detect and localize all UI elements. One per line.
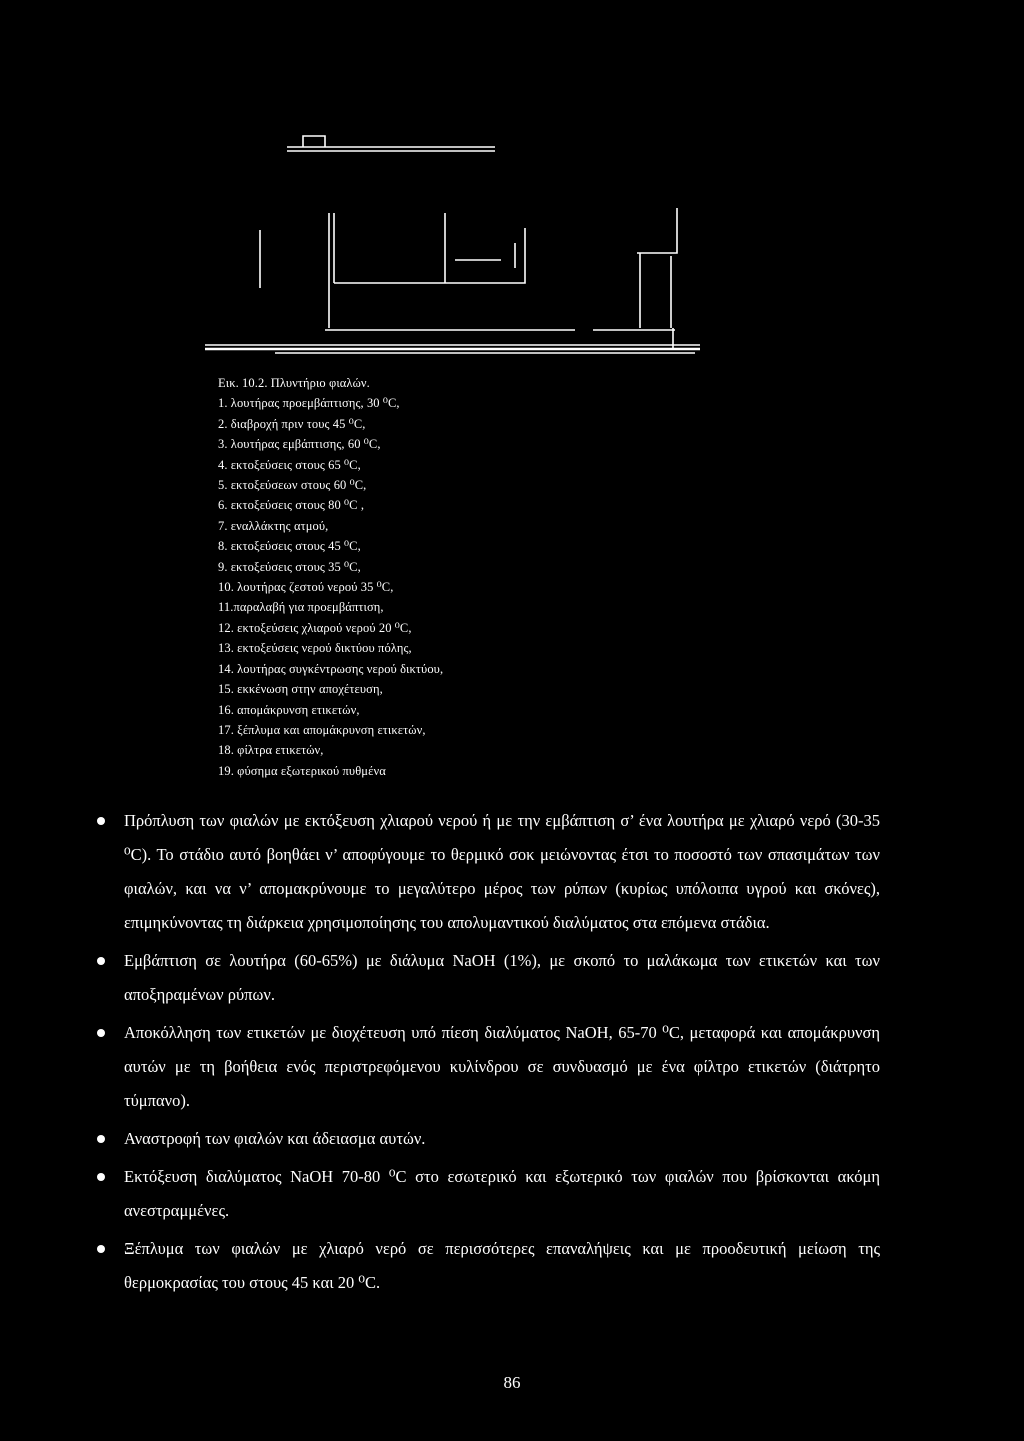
list-item — [90, 804, 880, 940]
page-number: 86 — [503, 1373, 521, 1392]
bullet-icon — [97, 817, 105, 825]
list-item — [90, 944, 880, 1012]
bottle-washer-diagram — [195, 128, 700, 360]
caption-item: 18. φίλτρα ετικετών, — [218, 743, 324, 758]
caption-item: 9. εκτοξεύσεις στους 35 ⁰C, — [218, 559, 361, 574]
figure-caption — [218, 373, 678, 781]
caption-item: 13. εκτοξεύσεις νερού δικτύου πόλης, — [218, 641, 412, 656]
process-steps-list — [90, 804, 880, 1304]
list-item-text: Αποκόλληση των ετικετών με διοχέτευση υπό πίεση διαλύματος NaOH, 65-70 ⁰C, μεταφορά και απομάκρυνση αυτών με τη βοήθεια ενός περιστρεφόμενου κυλίνδρου σε συνδυασμό με ένα φίλτρο ετικετών (διάτρητο τύμπανο). — [124, 1023, 880, 1110]
bullet-icon — [97, 1173, 105, 1181]
list-item-text: Εκτόξευση διαλύματος NaOH 70-80 ⁰C στο εσωτερικό και εξωτερικό των φιαλών που βρίσκονται ακόμη ανεστραμμένες. — [124, 1167, 880, 1220]
caption-item: 19. φύσημα εξωτερικού πυθμένα — [218, 763, 386, 778]
bullet-icon — [97, 957, 105, 965]
list-item — [90, 1016, 880, 1118]
caption-item: 16. απομάκρυνση ετικετών, — [218, 702, 360, 717]
caption-item: 2. διαβροχή πριν τους 45 ⁰C, — [218, 416, 366, 431]
bullet-icon — [97, 1245, 105, 1253]
bullet-icon — [97, 1135, 105, 1143]
list-item — [90, 1122, 880, 1156]
caption-item: 7. εναλλάκτης ατμού, — [218, 518, 329, 533]
caption-item: 4. εκτοξεύσεις στους 65 ⁰C, — [218, 457, 361, 472]
caption-item: 17. ξέπλυμα και απομάκρυνση ετικετών, — [218, 722, 426, 737]
list-item-text: Αναστροφή των φιαλών και άδειασμα αυτών. — [124, 1129, 426, 1148]
list-item — [90, 1232, 880, 1300]
caption-item: 3. λουτήρας εμβάπτισης, 60 ⁰C, — [218, 437, 381, 452]
list-item-text: Εμβάπτιση σε λουτήρα (60-65%) με διάλυμα NaOH (1%), με σκοπό το μαλάκωμα των ετικετών και των αποξηραμένων ρύπων. — [124, 951, 880, 1004]
caption-item: 12. εκτοξεύσεις χλιαρού νερού 20 ⁰C, — [218, 620, 412, 635]
caption-item: 14. λουτήρας συγκέντρωσης νερού δικτύου, — [218, 661, 444, 676]
list-item-text: Ξέπλυμα των φιαλών με χλιαρό νερό σε περισσότερες επαναλήψεις και με προοδευτική μείωση της θερμοκρασίας του στους 45 και 20 ⁰C. — [124, 1239, 880, 1292]
caption-title: Εικ. 10.2. Πλυντήριο φιαλών. — [218, 376, 370, 390]
list-item — [90, 1160, 880, 1228]
caption-item: 1. λουτήρας προεμβάπτισης, 30 ⁰C, — [218, 396, 400, 411]
caption-item: 11.παραλαβή για προεμβάπτιση, — [218, 600, 384, 615]
list-item-text: Πρόπλυση των φιαλών με εκτόξευση χλιαρού νερού ή με την εμβάπτιση σ’ ένα λουτήρα με χλιαρό νερό (30-35 ⁰C). Το στάδιο αυτό βοηθάει ν’ αποφύγουμε το θερμικό σοκ μειώνοντας έτσι το ποσοστό των σπασιμάτων των φιαλών, και να ν’ απομακρύνουμε το μεγαλύτερο μέρος των ρύπων (κυρίως υπόλοιπα υγρού και σκόνες), επιμηκύνοντας τη διάρκεια χρησιμοποίησης του απολυμαντικού διαλύματος στα επόμενα στάδια. — [124, 811, 880, 932]
bullet-icon — [97, 1029, 105, 1037]
caption-item: 6. εκτοξεύσεις στους 80 ⁰C , — [218, 498, 365, 513]
caption-item: 15. εκκένωση στην αποχέτευση, — [218, 682, 383, 697]
caption-item: 5. εκτοξεύσεων στους 60 ⁰C, — [218, 478, 367, 493]
caption-item: 8. εκτοξεύσεις στους 45 ⁰C, — [218, 539, 361, 554]
caption-item: 10. λουτήρας ζεστού νερού 35 ⁰C, — [218, 580, 394, 595]
